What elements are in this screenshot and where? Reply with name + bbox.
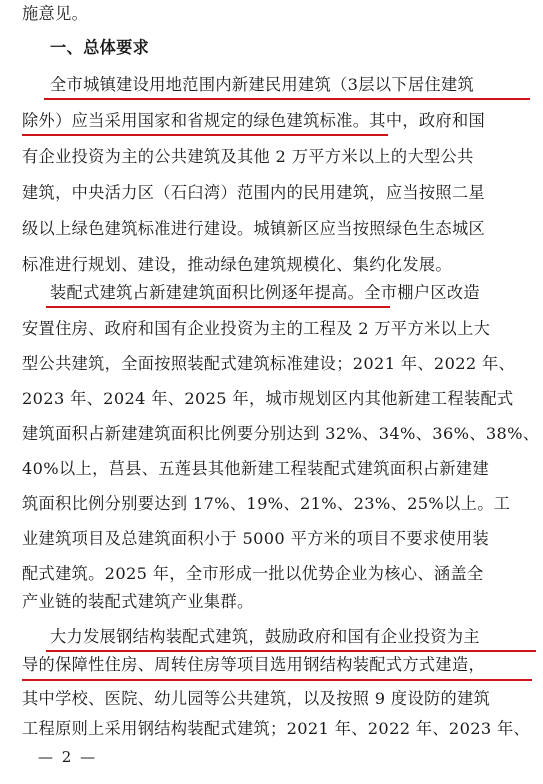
highlight-underline bbox=[46, 650, 536, 652]
text-line: 产业链的装配式建筑产业集群。 bbox=[22, 592, 254, 611]
text-line: 导的保障性住房、周转住房等项目选用钢结构装配式方式建造， bbox=[22, 655, 486, 674]
page-number: — 2 — bbox=[38, 748, 98, 766]
text-line: 2023 年、2024 年、2025 年，城市规划区内其他新建工程装配式 bbox=[22, 389, 514, 408]
text-line: 型公共建筑，全面按照装配式建筑标准建设；2021 年、2022 年、 bbox=[22, 354, 516, 373]
text-line: 其中学校、医院、幼儿园等公共建筑，以及按照 9 度设防的建筑 bbox=[22, 689, 491, 708]
text-line: 装配式建筑占新建建筑面积比例逐年提高。全市棚户区改造 bbox=[50, 283, 480, 302]
text-line: 除外）应当采用国家和省规定的绿色建筑标准。其中，政府和国 bbox=[22, 111, 486, 130]
text-line: 标准进行规划、建设，推动绿色建筑规模化、集约化发展。 bbox=[22, 255, 452, 274]
text-line: 建筑，中央活力区（石臼湾）范围内的民用建筑，应当按照二星 bbox=[22, 183, 486, 202]
text-line: 级以上绿色建筑标准进行建设。城镇新区应当按照绿色生态城区 bbox=[22, 219, 486, 238]
text-line: 有企业投资为主的公共建筑及其他 2 万平方米以上的大型公共 bbox=[22, 147, 474, 166]
text-line: 配式建筑。2025 年，全市形成一批以优势企业为核心、涵盖全 bbox=[22, 564, 484, 583]
highlight-underline bbox=[22, 134, 388, 136]
text-line: 工程原则上采用钢结构装配式建筑；2021 年、2022 年、2023 年、 bbox=[22, 719, 531, 738]
highlight-underline bbox=[46, 306, 390, 308]
text-line: 全市城镇建设用地范围内新建民用建筑（3层以下居住建筑 bbox=[50, 75, 475, 94]
text-line: 大力发展钢结构装配式建筑，鼓励政府和国有企业投资为主 bbox=[50, 627, 480, 646]
text-line: 安置住房、政府和国有企业投资为主的工程及 2 万平方米以上大 bbox=[22, 319, 491, 338]
text-line: 40%以上，莒县、五莲县其他新建工程装配式建筑面积占新建建 bbox=[22, 459, 490, 478]
text-line: 施意见。 bbox=[22, 4, 89, 23]
highlight-underline bbox=[44, 98, 530, 100]
text-line: 业建筑项目及总建筑面积小于 5000 平方米的项目不要求使用装 bbox=[22, 529, 490, 548]
section-heading: 一、总体要求 bbox=[50, 38, 150, 57]
highlight-underline bbox=[22, 679, 532, 681]
text-line: 建筑面积占新建建筑面积比例要分别达到 32%、34%、36%、38%、 bbox=[22, 424, 540, 443]
text-line: 筑面积比例分别要达到 17%、19%、21%、23%、25%以上。工 bbox=[22, 494, 511, 513]
